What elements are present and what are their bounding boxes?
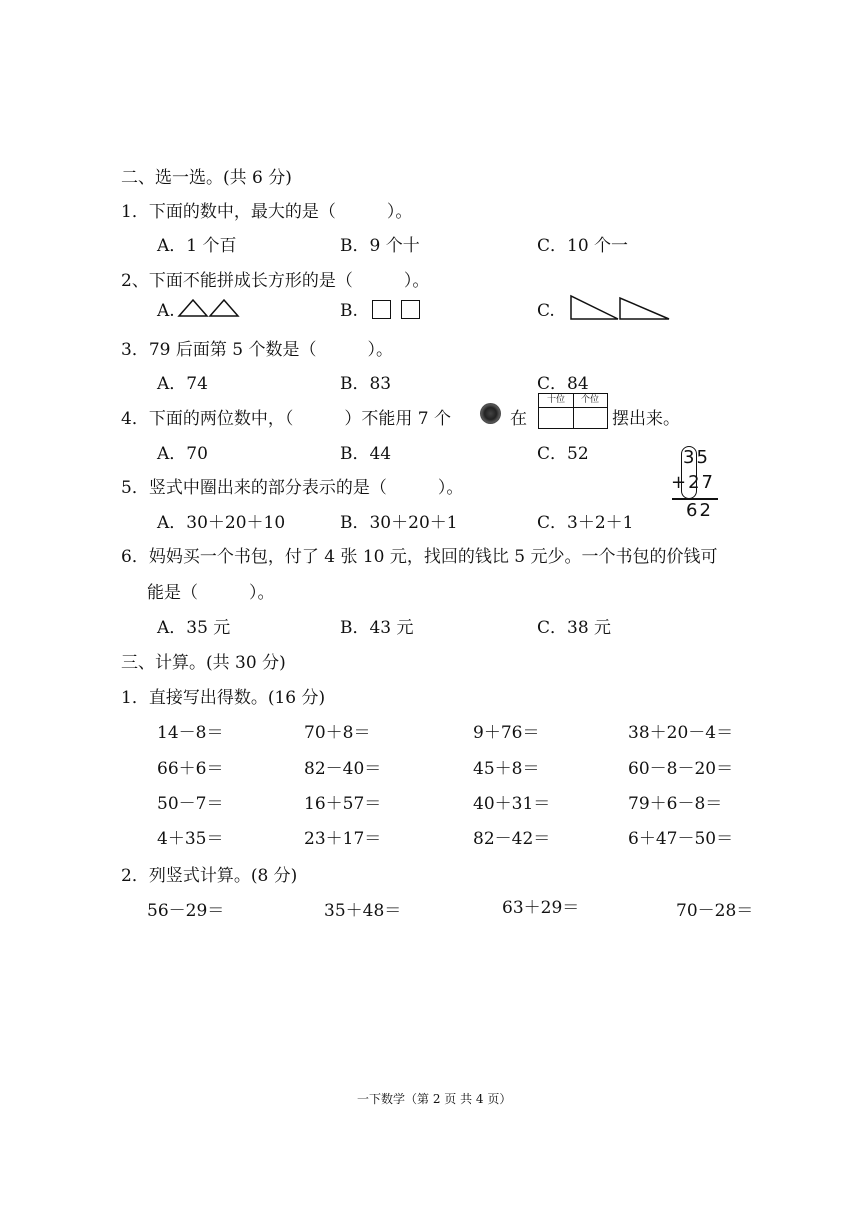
q4-option-a: A．70	[157, 444, 208, 464]
calc-item: 38＋20－4＝	[628, 723, 734, 743]
q2-option-a	[157, 301, 175, 321]
calc-item: 60－8－20＝	[628, 759, 734, 779]
calc-item: 66＋6＝	[157, 759, 224, 779]
q1-option-b: B．9 个十	[340, 236, 420, 256]
q5-option-c: C．3＋2＋1	[537, 513, 634, 533]
section-2-title: 二、选一选。(共 6 分)	[121, 168, 292, 188]
question-3: 3．79 后面第 5 个数是（ ）。	[121, 340, 393, 360]
calc-item: 14－8＝	[157, 723, 224, 743]
q5-option-b: B．30＋20＋1	[340, 513, 458, 533]
q2-option-b-label: B.	[340, 301, 358, 321]
section-3-title: 三、计算。(共 30 分)	[121, 653, 286, 673]
vertical-calc-item: 63＋29＝	[502, 898, 580, 918]
q1-option-c: C．10 个一	[537, 236, 629, 256]
q3-option-c: C．84	[537, 374, 589, 394]
q3-option-b: B．83	[340, 374, 392, 394]
q6-option-c: C．38 元	[537, 618, 612, 638]
bead-icon	[480, 403, 501, 424]
calc-item: 50－7＝	[157, 794, 224, 814]
question-4-part3: 摆出来。	[612, 409, 680, 429]
ones-header: 个位	[580, 395, 599, 405]
calc-item: 40＋31＝	[473, 794, 551, 814]
q1-option-a: A．1 个百	[157, 236, 237, 256]
vertical-calc-result: 62	[686, 500, 713, 521]
q3-option-a: A．74	[157, 374, 208, 394]
vertical-calc-item: 70－28＝	[676, 901, 754, 921]
question-6-line2: 能是（ ）。	[147, 583, 275, 603]
q5-option-a: A．30＋20＋10	[157, 513, 286, 533]
vertical-calc-second: +27	[671, 472, 715, 493]
q4-option-c: C．52	[537, 444, 589, 464]
vertical-calc-item: 56－29＝	[147, 901, 225, 921]
place-value-table	[538, 393, 608, 429]
q2-option-a-label: A.	[157, 301, 175, 321]
calc-item: 79＋6－8＝	[628, 794, 723, 814]
calc-item: 82－42＝	[473, 829, 551, 849]
calc-item: 45＋8＝	[473, 759, 540, 779]
question-6-line1: 6．妈妈买一个书包，付了 4 张 10 元，找回的钱比 5 元少。一个书包的价钱可	[121, 547, 718, 567]
calc-item: 4＋35＝	[157, 829, 224, 849]
q4-option-b: B．44	[340, 444, 392, 464]
question-2: 2、下面不能拼成长方形的是（ ）。	[121, 271, 430, 291]
calc-item: 82－40＝	[304, 759, 382, 779]
two-triangles-icon	[177, 298, 243, 318]
vertical-calc-top: 35	[683, 447, 710, 468]
part-2-title: 2．列竖式计算。(8 分)	[121, 866, 298, 886]
question-5: 5．竖式中圈出来的部分表示的是（ ）。	[121, 478, 464, 498]
two-right-triangles-icon	[568, 294, 674, 322]
calc-item: 70＋8＝	[304, 723, 371, 743]
calc-item: 16＋57＝	[304, 794, 382, 814]
calc-item: 6＋47－50＝	[628, 829, 734, 849]
question-1: 1．下面的数中，最大的是（ ）。	[121, 202, 413, 222]
question-4-part2: 在	[510, 409, 527, 429]
q6-option-a: A．35 元	[157, 618, 231, 638]
page-footer: 一下数学（第 2 页 共 4 页）	[357, 1092, 512, 1106]
calc-item: 23＋17＝	[304, 829, 382, 849]
question-4-part1: 4．下面的两位数中，（ ）不能用 7 个	[121, 409, 451, 429]
tens-header: 十位	[546, 395, 565, 405]
part-1-title: 1．直接写出得数。(16 分)	[121, 688, 326, 708]
vertical-calc-item: 35＋48＝	[324, 901, 402, 921]
q2-option-c-label: C.	[537, 301, 555, 321]
q6-option-b: B．43 元	[340, 618, 414, 638]
two-squares-icon	[372, 300, 420, 323]
calc-item: 9＋76＝	[473, 723, 540, 743]
